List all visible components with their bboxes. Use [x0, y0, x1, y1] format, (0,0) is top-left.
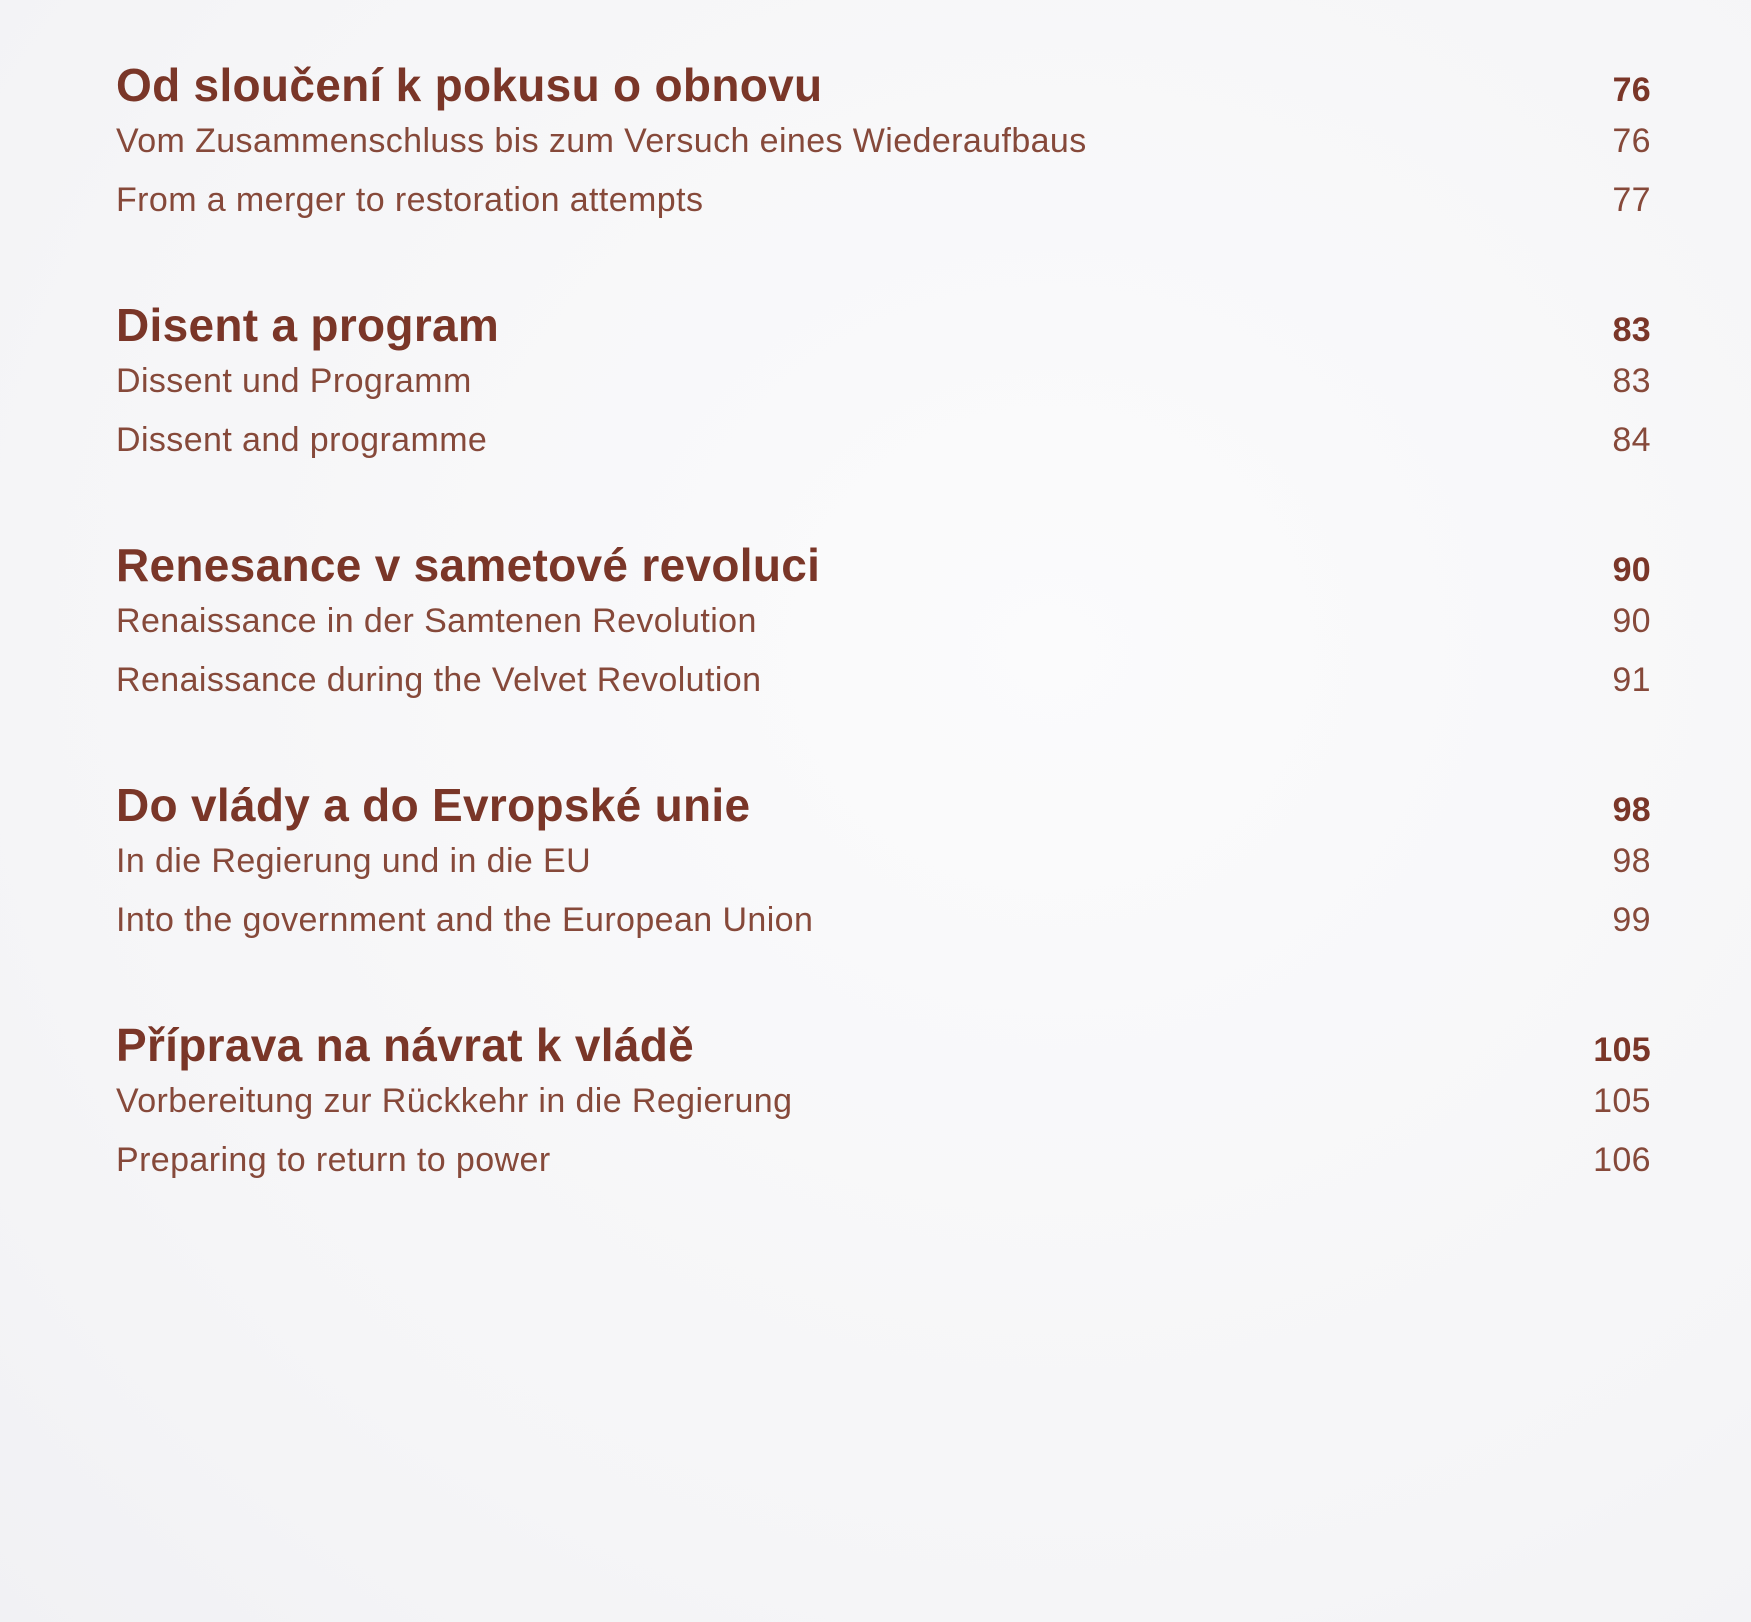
toc-entry-page: 105 — [1593, 1082, 1651, 1120]
toc-entry-row[interactable] — [116, 1082, 1651, 1141]
toc-chapter-page: 105 — [1593, 1031, 1651, 1069]
toc-entry-row[interactable] — [116, 661, 1651, 720]
toc-chapter-title: Příprava na návrat k vládě — [116, 1019, 694, 1071]
toc-chapter-page: 76 — [1612, 71, 1651, 109]
toc-entry-page: 91 — [1612, 661, 1651, 699]
toc-entry-page: 99 — [1612, 901, 1651, 939]
toc-entry-title: Renaissance in der Samtenen Revolution — [116, 602, 757, 640]
table-of-contents — [116, 58, 1651, 1258]
toc-entry-title: Dissent and programme — [116, 421, 488, 459]
toc-entry-row[interactable] — [116, 1141, 1651, 1200]
toc-chapter-page: 90 — [1612, 551, 1651, 589]
toc-chapter-row[interactable] — [116, 298, 1651, 362]
toc-section — [116, 778, 1651, 960]
toc-section — [116, 538, 1651, 720]
toc-entry-title: Vorbereitung zur Rückkehr in die Regierung — [116, 1082, 793, 1120]
toc-entry-row[interactable] — [116, 421, 1651, 480]
toc-entry-page: 98 — [1612, 842, 1651, 880]
toc-chapter-row[interactable] — [116, 58, 1651, 122]
toc-entry-title: In die Regierung und in die EU — [116, 842, 592, 880]
toc-entry-page: 83 — [1612, 362, 1651, 400]
toc-entry-page: 106 — [1593, 1141, 1651, 1179]
toc-chapter-page: 98 — [1612, 791, 1651, 829]
toc-entry-row[interactable] — [116, 602, 1651, 661]
toc-entry-page: 84 — [1612, 421, 1651, 459]
toc-section — [116, 58, 1651, 240]
toc-entry-title: Vom Zusammenschluss bis zum Versuch eines Wiederaufbaus — [116, 122, 1087, 160]
toc-chapter-title: Od sloučení k pokusu o obnovu — [116, 59, 823, 111]
toc-entry-page: 76 — [1612, 122, 1651, 160]
toc-section — [116, 298, 1651, 480]
toc-section — [116, 1018, 1651, 1200]
toc-entry-title: Dissent und Programm — [116, 362, 472, 400]
toc-entry-page: 90 — [1612, 602, 1651, 640]
toc-entry-page: 77 — [1612, 181, 1651, 219]
toc-chapter-title: Renesance v sametové revoluci — [116, 539, 821, 591]
toc-entry-row[interactable] — [116, 362, 1651, 421]
toc-entry-row[interactable] — [116, 122, 1651, 181]
toc-chapter-row[interactable] — [116, 538, 1651, 602]
toc-chapter-title: Disent a program — [116, 299, 500, 351]
toc-entry-title: Into the government and the European Union — [116, 901, 814, 939]
toc-chapter-row[interactable] — [116, 778, 1651, 842]
toc-entry-title: From a merger to restoration attempts — [116, 181, 704, 219]
toc-entry-title: Preparing to return to power — [116, 1141, 551, 1179]
toc-chapter-page: 83 — [1612, 311, 1651, 349]
toc-entry-row[interactable] — [116, 842, 1651, 901]
toc-chapter-title: Do vlády a do Evropské unie — [116, 779, 751, 831]
toc-chapter-row[interactable] — [116, 1018, 1651, 1082]
toc-entry-title: Renaissance during the Velvet Revolution — [116, 661, 762, 699]
toc-entry-row[interactable] — [116, 181, 1651, 240]
toc-entry-row[interactable] — [116, 901, 1651, 960]
